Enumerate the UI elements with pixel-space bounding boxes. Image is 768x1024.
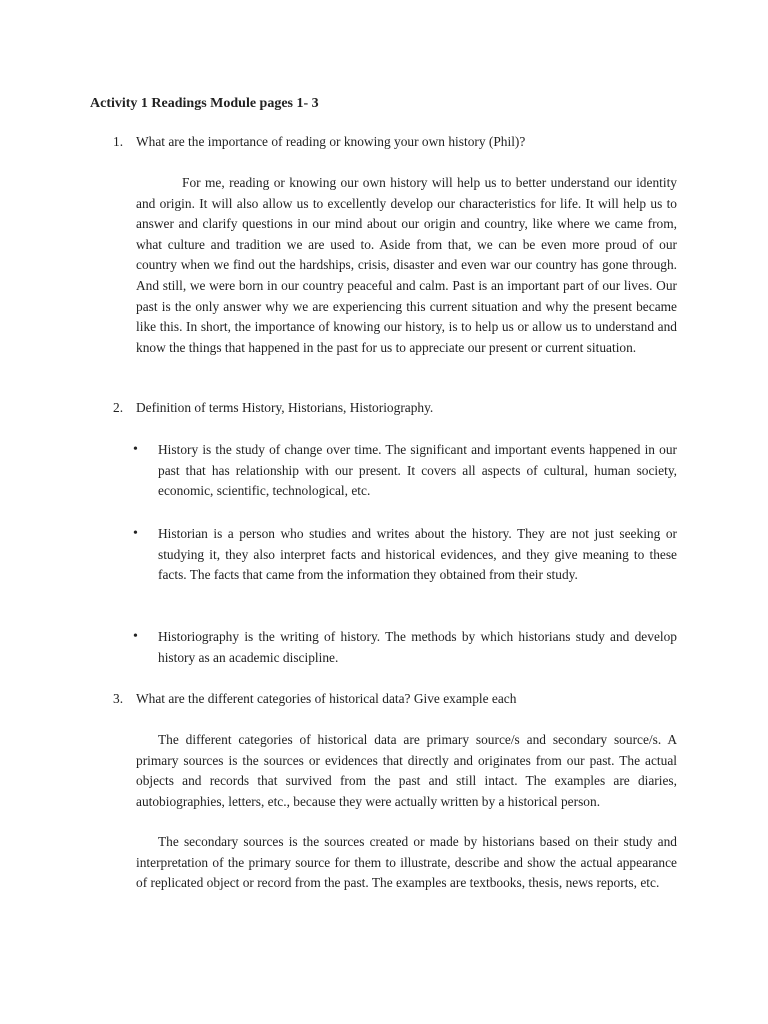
bullet-text-historiography: Historiography is the writing of history. The methods by which historians study and develop history as an academic discipline. [158,629,677,665]
question-2-number: 2. [113,400,124,415]
bullet-item-history [133,440,677,502]
bullet-item-historiography [133,627,677,668]
bullet-item-historian [133,524,677,586]
question-3-text: What are the different categories of historical data? Give example each [136,691,517,706]
question-1-text: What are the importance of reading or knowing your own history (Phil)? [136,134,526,149]
question-1-number: 1. [113,134,124,149]
bullet-icon: • [133,629,138,644]
question-3-number: 3. [113,691,124,706]
bullet-text-historian: Historian is a person who studies and writes about the history. They are not just seeking or studying it, they also interpret facts and historical evidences, and they give meaning to these facts. The facts that came from the information they obtained from their study. [158,526,677,583]
bullet-icon: • [133,442,138,457]
question-2 [113,398,433,419]
answer-3-paragraph-2: The secondary sources is the sources created or made by historians based on their study and interpretation of the primary source for them to illustrate, describe and show the actual appearance of replicated object or record from the past. The examples are textbooks, thesis, news reports, etc. [136,834,677,891]
answer-1: For me, reading or knowing our own history will help us to better understand our identity and origin. It will also allow us to excellently develop our characteristics for life. It will help us to answer and clarify questions in our mind about our origin and country, like where we came from, what culture and tradition we are used to. Aside from that, we can be even more proud of our country when we find out the hardships, crisis, disaster and even war our country has gone through. And still, we were born in our country peaceful and calm. Past is an important part of our lives. Our past is the only answer why we are experiencing this current situation and why the present became like this. In short, the importance of knowing our history, is to help us or allow us to understand and know the things that happened in the past for us to appreciate our present or current situation. [136,175,677,355]
question-3 [113,689,516,710]
bullet-text-history: History is the study of change over time. The significant and important events happened in our past that has relationship with our present. It covers all aspects of cultural, human society, economic, scientific, technological, etc. [158,442,677,499]
answer-3-paragraph-1: The different categories of historical data are primary source/s and secondary source/s. A primary sources is the sources or evidences that directly and originates from our past. The actual objects and records that survived from the past and still intact. The examples are diaries, autobiographies, letters, etc., because they were actually written by a historical person. [136,732,677,809]
page-title: Activity 1 Readings Module pages 1- 3 [90,96,319,111]
question-1 [113,132,525,153]
question-2-text: Definition of terms History, Historians, Historiography. [136,400,434,415]
bullet-icon: • [133,526,138,541]
